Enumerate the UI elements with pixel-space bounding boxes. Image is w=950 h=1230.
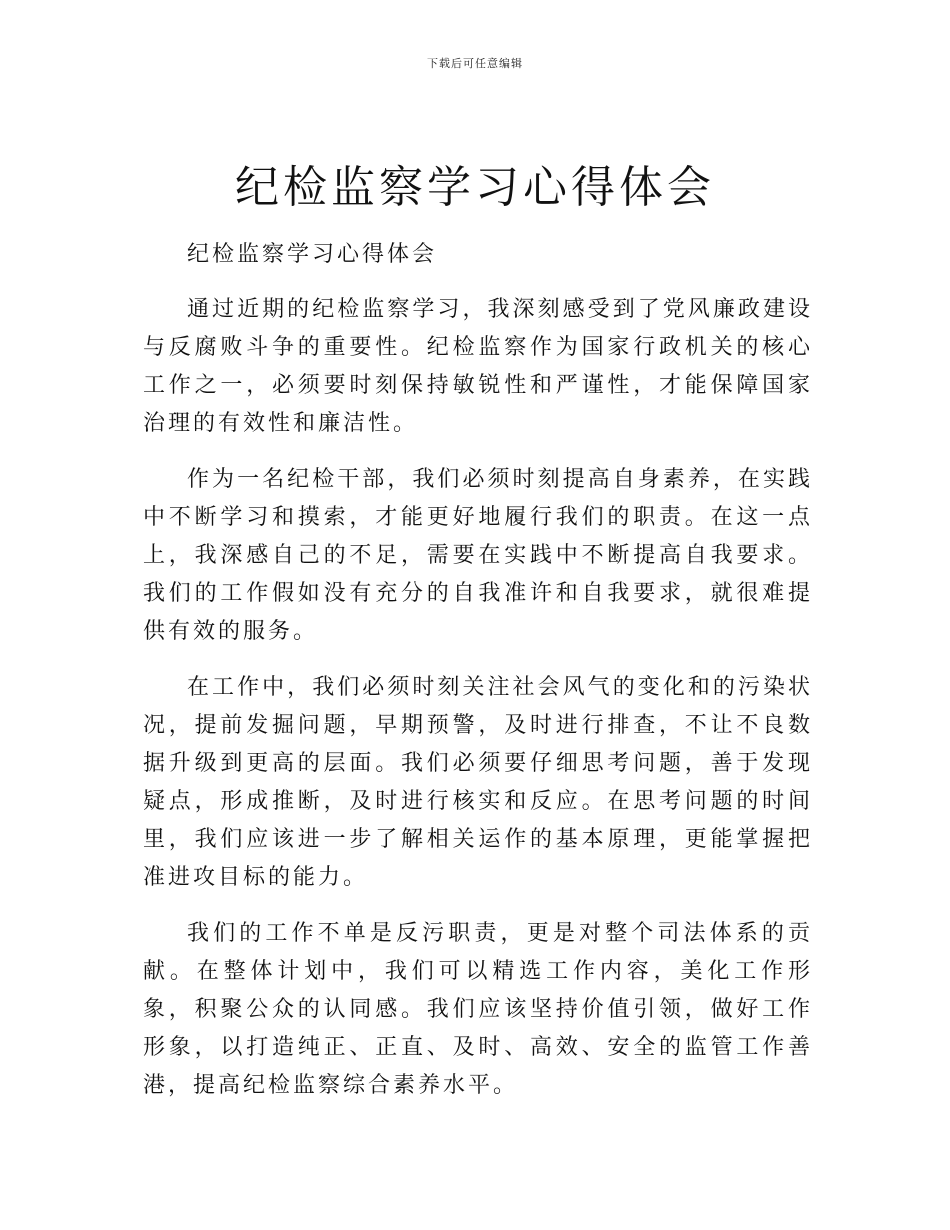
paragraph-2: 作为一名纪检干部，我们必须时刻提高自身素养，在实践中不断学习和摸索，才能更好地履行我们的职责。在这一点上，我深感自己的不足，需要在实践中不断提高自我要求。我们的工作假如没有充分的自我准许和自我要求，就很难提供有效的服务。	[143, 467, 813, 644]
document-subtitle: 纪检监察学习心得体会	[187, 242, 438, 267]
paragraph-4: 我们的工作不单是反污职责，更是对整个司法体系的贡献。在整体计划中，我们可以精选工作内容，美化工作形象，积聚公众的认同感。我们应该坚持价值引领，做好工作形象，以打造纯正、正直、及时、高效、安全的监管工作善港，提高纪检监察综合素养水平。	[143, 921, 813, 1098]
document-title: 纪检监察学习心得体会	[235, 162, 715, 213]
paragraph-3: 在工作中，我们必须时刻关注社会风气的变化和的污染状况，提前发掘问题，早期预警，及时进行排查，不让不良数据升级到更高的层面。我们必须要仔细思考问题，善于发现疑点，形成推断，及时进行核实和反应。在思考问题的时间里，我们应该进一步了解相关运作的基本原理，更能掌握把准进攻目标的能力。	[143, 675, 813, 890]
document-body	[143, 236, 813, 1123]
paragraph-1: 通过近期的纪检监察学习，我深刻感受到了党风廉政建设与反腐败斗争的重要性。纪检监察作为国家行政机关的核心工作之一，必须要时刻保持敏锐性和严谨性，才能保障国家治理的有效性和廉洁性。	[143, 297, 813, 436]
page-header-note: 下载后可任意编辑	[427, 57, 523, 70]
